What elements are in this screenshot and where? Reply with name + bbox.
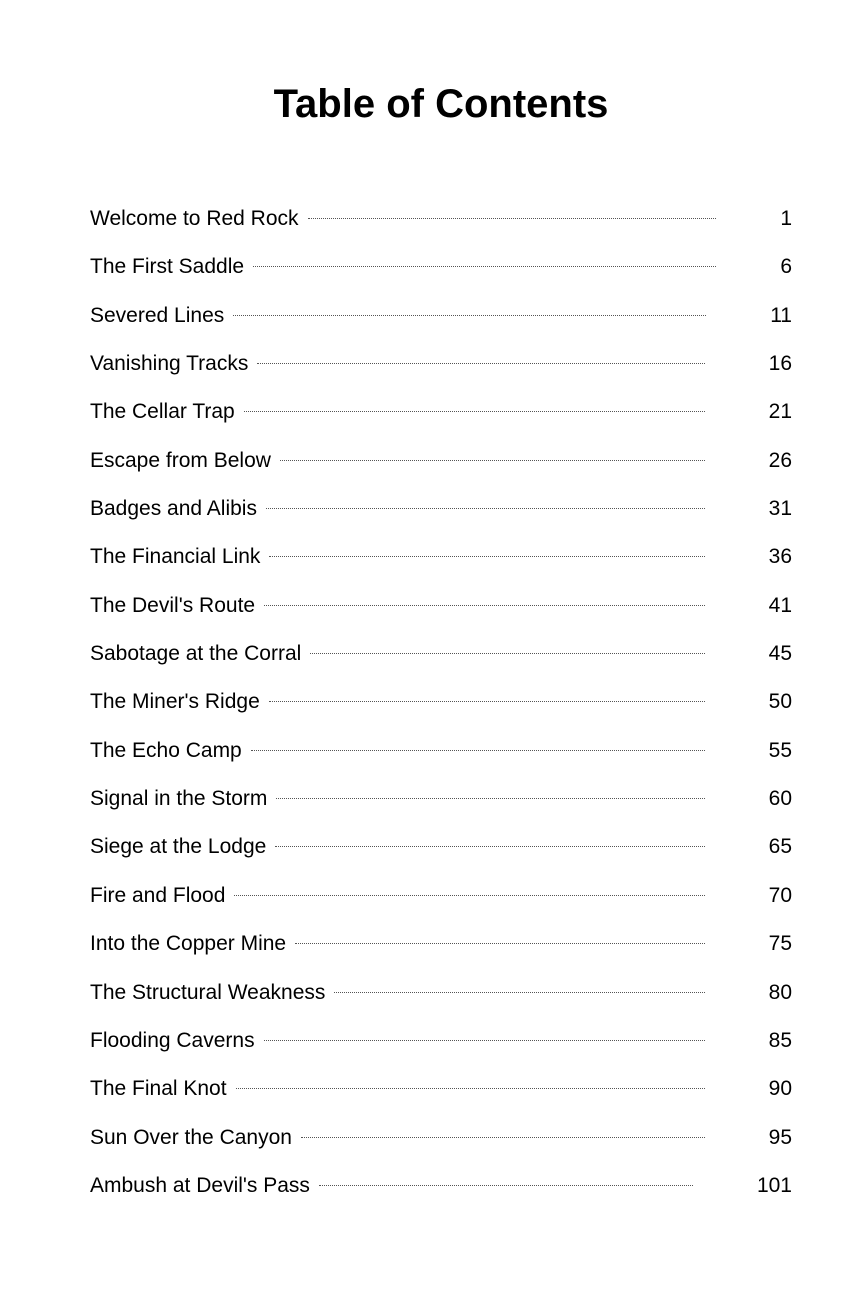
toc-entry-page-number: 16 <box>768 352 792 376</box>
toc-entry-title: The Echo Camp <box>90 738 242 762</box>
toc-leader-wrap <box>227 1094 705 1095</box>
toc-entry[interactable] <box>90 732 792 780</box>
toc-entry[interactable] <box>90 635 792 683</box>
dot-leader <box>269 701 705 702</box>
toc-entry-title: Flooding Caverns <box>90 1028 255 1052</box>
toc-leader-wrap <box>235 417 705 418</box>
dot-leader <box>236 1088 705 1089</box>
toc-entry[interactable] <box>90 1119 792 1167</box>
toc-entry-page-number: 11 <box>770 303 792 327</box>
toc-entry-page-number: 21 <box>768 400 792 424</box>
dot-leader <box>280 460 705 461</box>
toc-entry-page-number: 31 <box>768 497 792 521</box>
toc-leader-wrap <box>248 369 704 370</box>
toc-entry-title: The Devil's Route <box>90 593 256 617</box>
toc-entry-page-number: 41 <box>768 593 792 617</box>
toc-entry-page-number: 101 <box>756 1173 792 1197</box>
toc-entry-title: Siege at the Lodge <box>90 835 267 859</box>
toc-entry-title: Signal in the Storm <box>90 787 268 811</box>
toc-entry[interactable] <box>90 587 792 635</box>
toc-entry[interactable] <box>90 345 792 393</box>
dot-leader <box>276 798 704 799</box>
dot-leader <box>251 750 705 751</box>
dot-leader <box>264 1040 705 1041</box>
toc-leader-wrap <box>255 1046 705 1047</box>
toc-leader-wrap <box>301 659 704 660</box>
dot-leader <box>275 846 704 847</box>
toc-leader-wrap <box>299 224 717 225</box>
toc-leader-wrap <box>244 272 716 273</box>
toc-entry-title: The Structural Weakness <box>90 980 326 1004</box>
toc-entry-page-number: 90 <box>768 1077 792 1101</box>
toc-entry[interactable] <box>90 393 792 441</box>
dot-leader <box>244 411 705 412</box>
toc-entry-page-number: 65 <box>768 835 792 859</box>
dot-leader <box>233 315 706 316</box>
toc-entry-page-number: 95 <box>768 1125 792 1149</box>
toc-entry-title: Welcome to Red Rock <box>90 207 299 230</box>
toc-leader-wrap <box>271 466 705 467</box>
toc-leader-wrap <box>325 998 704 999</box>
toc-entry-page-number: 1 <box>780 207 792 230</box>
toc-entry-title: Severed Lines <box>90 303 225 327</box>
toc-entry-title: Fire and Flood <box>90 883 226 907</box>
toc-entry[interactable] <box>90 1022 792 1070</box>
toc-entry-title: The Financial Link <box>90 545 261 569</box>
toc-entry[interactable] <box>90 925 792 973</box>
toc-entry-page-number: 26 <box>768 448 792 472</box>
dot-leader <box>253 266 716 267</box>
toc-leader-wrap <box>257 514 705 515</box>
toc-leader-wrap <box>225 901 704 902</box>
toc-entry-title: The Cellar Trap <box>90 400 235 424</box>
toc-leader-wrap <box>310 1191 693 1192</box>
toc-entry[interactable] <box>90 780 792 828</box>
toc-entry[interactable] <box>90 297 792 345</box>
toc-entry-page-number: 45 <box>768 642 792 666</box>
toc-entry-title: The First Saddle <box>90 255 245 279</box>
toc-entry-title: Sun Over the Canyon <box>90 1125 292 1149</box>
toc-leader-wrap <box>286 949 705 950</box>
toc-leader-wrap <box>224 321 706 322</box>
toc-entry-title: The Final Knot <box>90 1077 227 1101</box>
dot-leader <box>266 508 705 509</box>
toc-entry[interactable] <box>90 828 792 876</box>
toc-entry[interactable] <box>90 442 792 490</box>
dot-leader <box>308 218 717 219</box>
toc-entry-page-number: 55 <box>768 738 792 762</box>
toc-leader-wrap <box>255 611 705 612</box>
toc-entry-page-number: 36 <box>768 545 792 569</box>
toc-entry[interactable] <box>90 538 792 586</box>
toc-entry-title: Escape from Below <box>90 448 271 472</box>
dot-leader <box>264 605 705 606</box>
dot-leader <box>269 556 704 557</box>
toc-leader-wrap <box>260 562 704 563</box>
toc-entry-title: Sabotage at the Corral <box>90 642 302 666</box>
toc-entry-page-number: 50 <box>768 690 792 714</box>
toc-leader-wrap <box>266 852 704 853</box>
toc-entry[interactable] <box>90 1167 792 1215</box>
toc-entry[interactable] <box>90 248 792 296</box>
toc-leader-wrap <box>267 804 704 805</box>
toc-entry[interactable] <box>90 683 792 731</box>
dot-leader <box>310 653 704 654</box>
toc-entry[interactable] <box>90 490 792 538</box>
toc-entry-page-number: 70 <box>768 883 792 907</box>
toc-entry[interactable] <box>90 1070 792 1118</box>
dot-leader <box>334 992 704 993</box>
toc-entry-page-number: 80 <box>768 980 792 1004</box>
toc-entry-title: The Miner's Ridge <box>90 690 260 714</box>
toc-entry-page-number: 75 <box>768 932 792 956</box>
dot-leader <box>295 943 705 944</box>
toc-entry-page-number: 60 <box>768 787 792 811</box>
toc-leader-wrap <box>242 756 705 757</box>
toc-entry-title: Into the Copper Mine <box>90 932 287 956</box>
dot-leader <box>257 363 704 364</box>
toc-entry-page-number: 85 <box>768 1028 792 1052</box>
dot-leader <box>234 895 704 896</box>
page-title: Table of Contents <box>273 82 609 126</box>
toc-entry[interactable] <box>90 877 792 925</box>
toc-entry[interactable] <box>90 974 792 1022</box>
toc-entry-title: Vanishing Tracks <box>90 352 249 376</box>
toc-entry-title: Ambush at Devil's Pass <box>90 1173 310 1197</box>
dot-leader <box>301 1137 705 1138</box>
toc-leader-wrap <box>292 1143 705 1144</box>
toc-list <box>90 200 792 1215</box>
toc-entry[interactable] <box>90 200 792 248</box>
dot-leader <box>319 1185 693 1186</box>
toc-leader-wrap <box>260 707 705 708</box>
toc-entry-page-number: 6 <box>780 255 792 279</box>
toc-entry-title: Badges and Alibis <box>90 497 257 521</box>
